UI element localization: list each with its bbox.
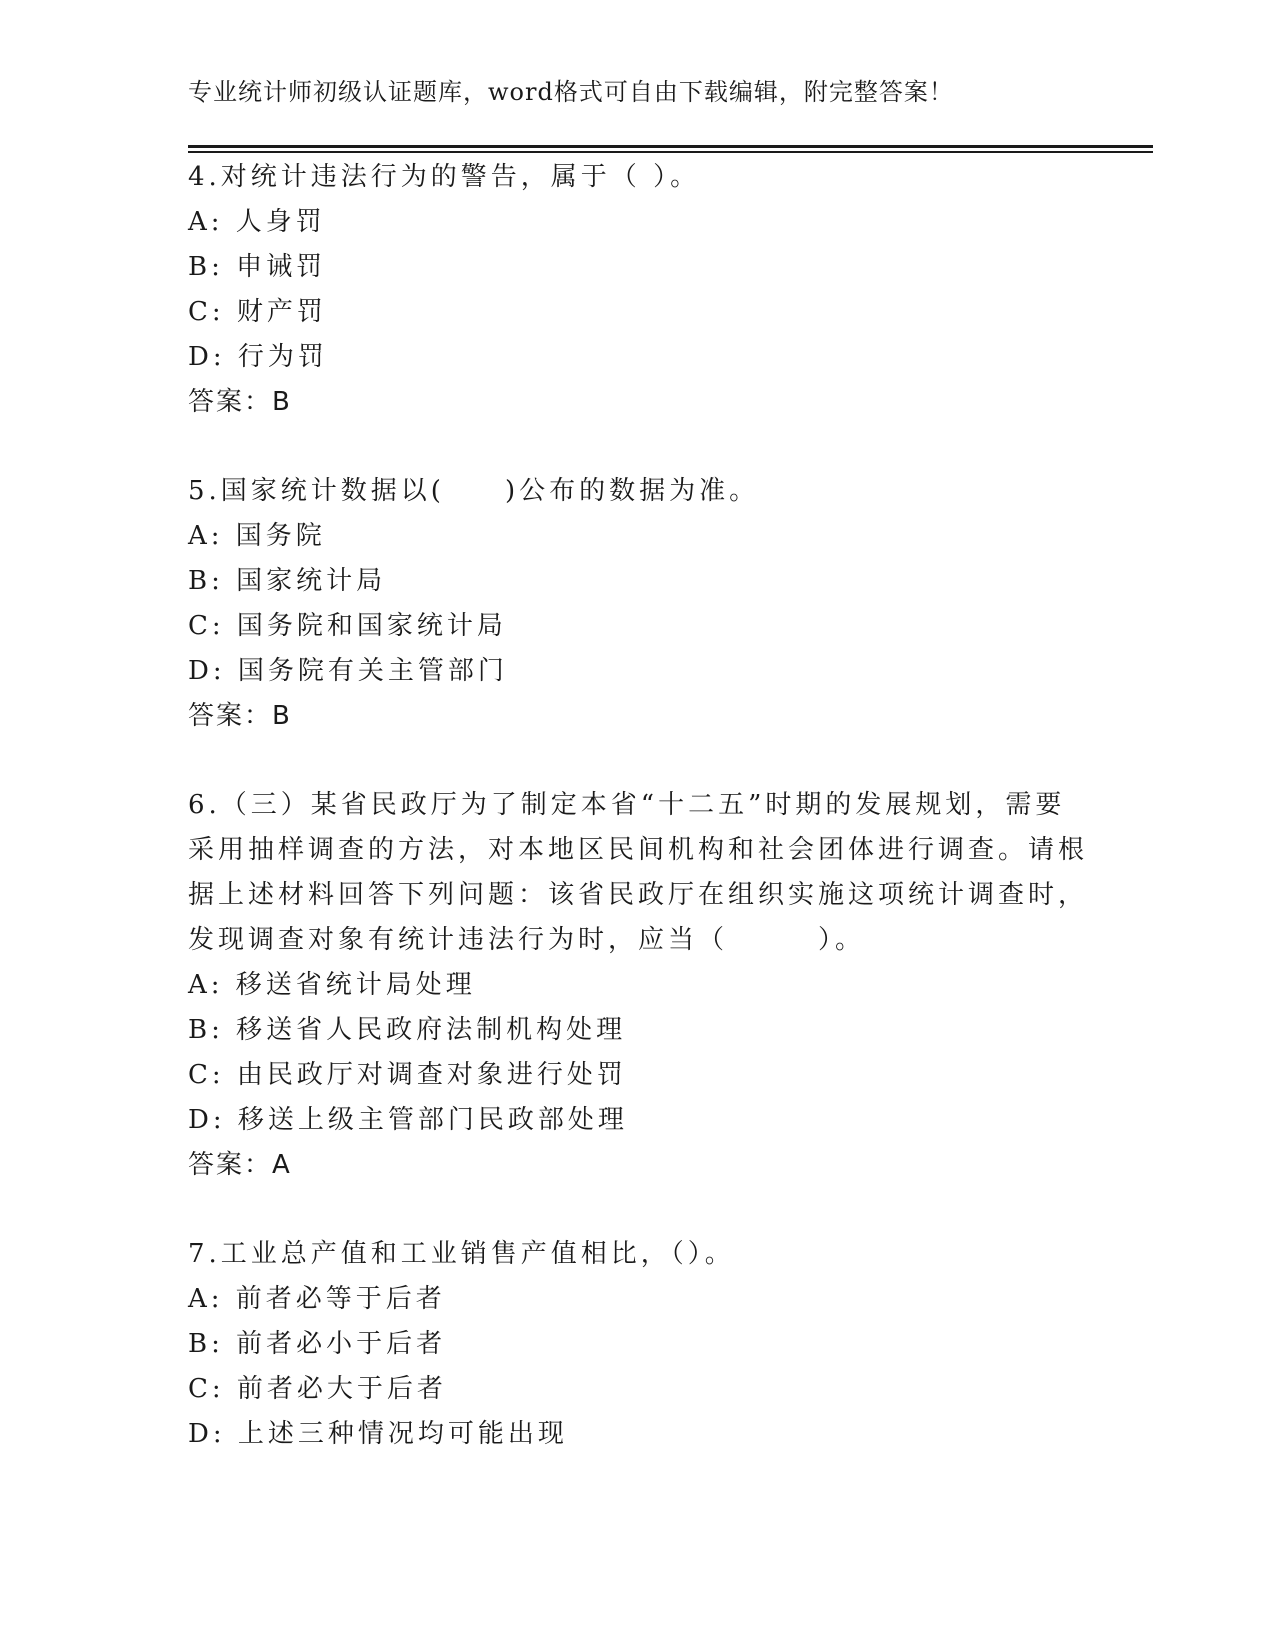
question-7: [188, 1232, 1088, 1457]
answer-line: 答案：A: [188, 1150, 292, 1180]
option-d: D: 移送上级主管部门民政部处理: [188, 1105, 628, 1135]
option-b: B: 前者必小于后者: [188, 1329, 447, 1359]
option-a: A: 移送省统计局处理: [188, 970, 476, 1000]
question-stem: 6.（三）某省民政厅为了制定本省“十二五”时期的发展规划，需要采用抽样调查的方法，对本地区民间机构和社会团体进行调查。请根据上述材料回答下列问题：该省民政厅在组织实施这项统计调查时，发现调查对象有统计违法行为时，应当（ ）。: [188, 790, 1089, 955]
document-header: 专业统计师初级认证题库，word格式可自由下载编辑，附完整答案！: [188, 78, 954, 106]
option-b: B: 国家统计局: [188, 566, 387, 596]
option-c: C: 财产罚: [188, 297, 327, 327]
option-a: A: 前者必等于后者: [188, 1284, 446, 1314]
option-c: C: 前者必大于后者: [188, 1374, 447, 1404]
question-stem: 7.工业总产值和工业销售产值相比，（）。: [188, 1239, 735, 1269]
option-b: B: 移送省人民政府法制机构处理: [188, 1015, 627, 1045]
question-6: [188, 783, 1088, 1188]
answer-line: 答案：B: [188, 701, 292, 731]
header-rule-thin: [188, 151, 1153, 153]
option-d: D: 上述三种情况均可能出现: [188, 1419, 568, 1449]
option-d: D: 国务院有关主管部门: [188, 656, 508, 686]
header-rule-thick: [188, 145, 1153, 148]
option-a: A: 人身罚: [188, 207, 326, 237]
option-a: A: 国务院: [188, 521, 326, 551]
question-4: [188, 155, 1088, 425]
option-b: B: 申诫罚: [188, 252, 327, 282]
option-c: C: 国务院和国家统计局: [188, 611, 507, 641]
question-stem: 5.国家统计数据以( )公布的数据为准。: [188, 476, 760, 506]
answer-line: 答案：B: [188, 387, 292, 417]
question-stem: 4.对统计违法行为的警告，属于（ ）。: [188, 162, 701, 192]
question-list: [188, 155, 1088, 1501]
option-d: D: 行为罚: [188, 342, 328, 372]
question-5: [188, 469, 1088, 739]
option-c: C: 由民政厅对调查对象进行处罚: [188, 1060, 627, 1090]
